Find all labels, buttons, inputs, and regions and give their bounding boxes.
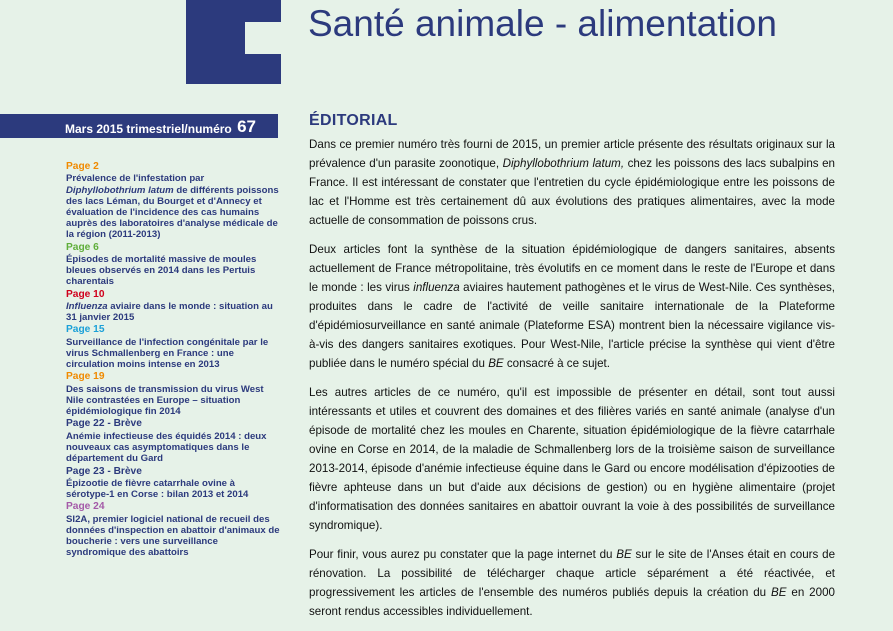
toc-title-text: Épizootie de fièvre catarrhale ovine à sérotype-1 en Corse : bilan 2013 et 2014 [66, 477, 249, 501]
toc-article-title [66, 301, 280, 323]
editorial-paragraph-text: consacré à ce sujet. [503, 357, 610, 370]
toc-page-number: Page 2 [66, 161, 99, 172]
table-of-contents [66, 161, 280, 560]
toc-entry[interactable] [66, 324, 280, 370]
toc-article-title [66, 173, 280, 240]
editorial-paragraph-text: BE [771, 586, 787, 599]
logo-notch [245, 22, 281, 54]
toc-article-title [66, 337, 280, 371]
toc-title-text: Anémie infectieuse des équidés 2014 : deux nouveaux cas asymptomatiques dans le département du Gard [66, 430, 267, 465]
toc-entry[interactable] [66, 161, 280, 241]
toc-article-title [66, 431, 280, 465]
toc-page-number: Page 24 [66, 501, 105, 513]
toc-article-title [66, 514, 280, 559]
issue-number: 67 [237, 117, 257, 136]
toc-entry[interactable] [66, 418, 280, 464]
editorial-paragraph [309, 545, 835, 621]
toc-title-text: Des saisons de transmission du virus West Nile contrastées en Europe – situation épidémiologique fin 2014 [66, 383, 264, 418]
editorial-paragraph-text: Diphyllobothrium latum, [502, 157, 625, 170]
editorial-paragraph-text: influenza [413, 281, 460, 294]
toc-entry[interactable] [66, 466, 280, 501]
toc-page-number: Page 23 - Brève [66, 465, 142, 477]
editorial-paragraph-text: aviaires hautement pathogènes et le virus de West-Nile. Ces synthèses, produites dans le cadre de l'activité de veille sanitaire internationale de la Plateforme d'épidémiosurveillance en santé animale (Plateforme ESA) montrent bien la nécessaire vigilance vis-à-vis des dangers sanitaires exotiques. Pour West-Nile, l'article précise la synthèse qui vient d'être publiée dans le numéro spécial du [309, 281, 835, 370]
toc-entry[interactable] [66, 501, 280, 558]
editorial-paragraph [309, 240, 835, 373]
editorial-paragraph [309, 383, 835, 535]
editorial-paragraph-text: Pour finir, vous aurez pu constater que la page internet du [309, 548, 617, 561]
toc-title-text: SI2A, premier logiciel national de recueil des données d'inspection en abattoir d'animaux de boucherie : vers une surveillance syndromique des abattoirs [66, 513, 280, 559]
toc-title-text: Diphyllobothrium latum [66, 184, 174, 196]
toc-title-text: Surveillance de l'infection congénitale par le virus Schmallenberg en France : une circulation moins intense en 2013 [66, 336, 269, 371]
editorial-body [309, 135, 835, 621]
editorial-paragraph-text: Dans ce premier numéro très fourni de 2015, un premier article présente des résultats originaux sur la prévalence d'un parasite zoonotique, [309, 138, 835, 170]
toc-article-title [66, 478, 280, 500]
toc-entry[interactable] [66, 242, 280, 288]
toc-entry[interactable] [66, 371, 280, 417]
editorial-paragraph-text: chez les poissons des lacs subalpins en France. Il est intéressant de constater que l'entretien du cycle épidémiologique entre les poissons de lac et l'Homme est très certainement dû aux évolutions des pratiques alimentaires, avec la mode actuelle de consommation de poissons crus. [309, 157, 836, 227]
toc-page-number: Page 6 [66, 241, 99, 253]
issue-date: Mars 2015 trimestriel/numéro [65, 122, 232, 136]
toc-title-text: Influenza [66, 301, 108, 313]
toc-page-number: Page 22 - Brève [66, 418, 142, 430]
toc-entry[interactable] [66, 289, 280, 324]
toc-title-text: Prévalence de l'infestation par [66, 173, 205, 185]
editorial-section [309, 112, 835, 631]
toc-article-title [66, 254, 280, 288]
editorial-heading: ÉDITORIAL [309, 112, 398, 129]
page-title: Santé animale - alimentation [308, 3, 777, 44]
editorial-paragraph-text: BE [616, 548, 632, 561]
toc-page-number: Page 15 [66, 324, 105, 336]
editorial-paragraph-text: Deux articles font la synthèse de la situation épidémiologique de dangers sanitaires, absents actuellement de France métropolitaine, très évolutifs en ce moment dans le reste de l'Europe et dans le monde : les virus [309, 243, 835, 294]
editorial-paragraph [309, 135, 835, 230]
toc-page-number: Page 19 [66, 371, 105, 383]
editorial-paragraph-text: BE [488, 357, 504, 370]
publication-logo-mark [186, 0, 281, 84]
toc-article-title [66, 384, 280, 418]
toc-page-number: Page 10 [66, 288, 105, 300]
editorial-paragraph-text: sur le site de l'Anses était en cours de rénovation. La possibilité de télécharger chaque article séparément a été réactivée, et progressivement les articles de l'ensemble des numéros publiés depuis la création du [309, 548, 836, 599]
toc-title-text: aviaire dans le monde : situation au 31 janvier 2015 [66, 301, 273, 324]
toc-title-text: de différents poissons des lacs Léman, du Bourget et d'Annecy et évaluation de l'incidence des cas humains auprès des laboratoires d'analyse médicale de la région (2011-2013) [66, 184, 279, 241]
issue-label [65, 118, 256, 138]
editorial-paragraph-text: en 2000 seront rendus accessibles individuellement. [309, 586, 835, 618]
toc-title-text: Épisodes de mortalité massive de moules bleues observés en 2014 dans les Pertuis charentais [66, 254, 257, 288]
editorial-paragraph-text: Les autres articles de ce numéro, qu'il est impossible de présenter en détail, sont tout aussi intéressants et utiles et couvrent des domaines et des filières variés en santé animale (analyse d'un épisode de mortalité chez les moules en Charente, situation épidémiologique de la fièvre catarrhale ovine en Corse en 2014, de la maladie de Schmallenberg lors de la troisième saison de surveillance 2013-2014, épisode d'anémie infectieuse équine dans le Gard ou encore modélisation d'épizooties de fièvre aphteuse dans un but d'aide aux décisions de gestion) ou en hygiène alimentaire (projet d'informatisation des données sanitaires en abattoir ouvrant la voie à des possibilités de surveillance syndromique). [309, 386, 835, 532]
issue-banner [0, 114, 278, 138]
